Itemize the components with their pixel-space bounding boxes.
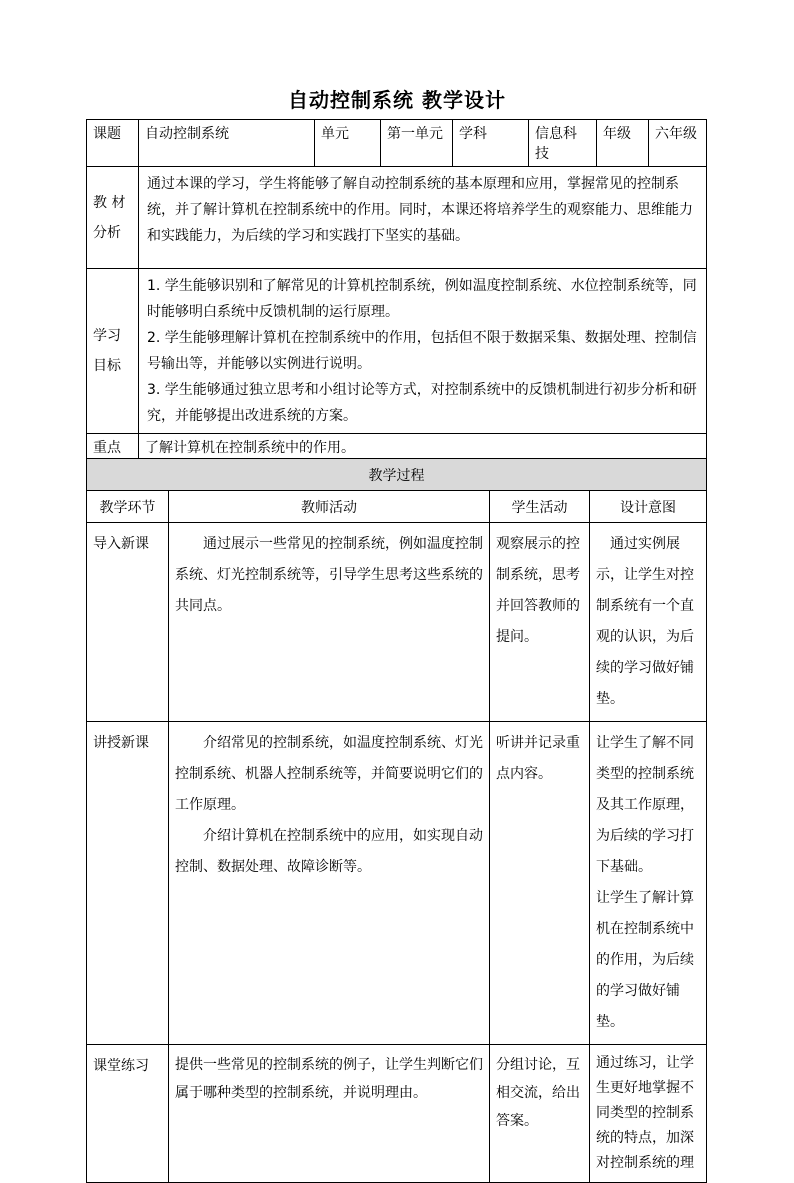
stage-label: 导入新课 <box>87 523 169 722</box>
unit-label: 单元 <box>315 120 381 167</box>
lesson-info-table <box>86 119 707 488</box>
student-activity: 分组讨论，互相交流，给出答案。 <box>490 1045 590 1183</box>
process-heading-row <box>87 459 707 491</box>
design-intent <box>590 1045 707 1183</box>
goals-label: 学习 目标 <box>87 269 139 434</box>
design-intent <box>590 523 707 722</box>
process-row-intro <box>87 523 707 722</box>
subject-value: 信息科技 <box>529 120 597 167</box>
teacher-paragraph: 通过展示一些常见的控制系统，例如温度控制系统、灯光控制系统等，引导学生思考这些系统的共同点。 <box>175 536 483 614</box>
column-header: 教学环节 <box>87 491 169 523</box>
analysis-label: 教 材 分析 <box>87 167 139 269</box>
topic-value: 自动控制系统 <box>139 120 315 167</box>
key-point-label: 重点 <box>87 434 139 461</box>
teacher-paragraph: 介绍常见的控制系统，如温度控制系统、灯光控制系统、机器人控制系统等，并简要说明它们的工作原理。 <box>175 735 483 813</box>
intent-paragraph: 让学生了解不同类型的控制系统及其工作原理，为后续的学习打下基础。 <box>596 735 694 875</box>
stage-label: 讲授新课 <box>87 722 169 1045</box>
student-activity: 听讲并记录重点内容。 <box>490 722 590 1045</box>
stage-label: 课堂练习 <box>87 1045 169 1183</box>
analysis-text: 通过本课的学习，学生将能够了解自动控制系统的基本原理和应用，掌握常见的控制系统，并了解计算机在控制系统中的作用。同时，本课还将培养学生的观察能力、思维能力和实践能力，为后续的学习和实践打下坚实的基础。 <box>139 167 707 269</box>
topic-label: 课题 <box>87 120 139 167</box>
key-point-row <box>87 434 707 461</box>
intent-paragraph: 通过练习，让学生更好地掌握不同类型的控制系统的特点，加深对控制系统的理 <box>596 1055 694 1171</box>
process-heading: 教学过程 <box>87 459 707 491</box>
key-point-text: 了解计算机在控制系统中的作用。 <box>139 434 707 461</box>
analysis-row <box>87 167 707 269</box>
intent-paragraph: 通过实例展示，让学生对控制系统有一个直观的认识，为后续的学习做好铺垫。 <box>596 536 694 707</box>
teacher-activity <box>169 1045 490 1183</box>
grade-label: 年级 <box>597 120 649 167</box>
process-row-new <box>87 722 707 1045</box>
teacher-paragraph: 提供一些常见的控制系统的例子，让学生判断它们属于哪种类型的控制系统，并说明理由。 <box>175 1057 483 1101</box>
intent-paragraph: 让学生了解计算机在控制系统中的作用，为后续的学习做好铺垫。 <box>596 890 694 1030</box>
column-header: 教师活动 <box>169 491 490 523</box>
goals-content <box>139 269 707 434</box>
header-row <box>87 120 707 167</box>
teacher-activity <box>169 722 490 1045</box>
column-header: 设计意图 <box>590 491 707 523</box>
goal-item: 3. 学生能够通过独立思考和小组讨论等方式，对控制系统中的反馈机制进行初步分析和研究，并能够提出改进系统的方案。 <box>147 382 697 424</box>
process-row-practice <box>87 1045 707 1183</box>
column-header: 学生活动 <box>490 491 590 523</box>
grade-value: 六年级 <box>649 120 707 167</box>
student-activity: 观察展示的控制系统，思考并回答教师的提问。 <box>490 523 590 722</box>
unit-value: 第一单元 <box>381 120 453 167</box>
goals-row <box>87 269 707 434</box>
goal-item: 1. 学生能够识别和了解常见的计算机控制系统，例如温度控制系统、水位控制系统等，同时能够明白系统中反馈机制的运行原理。 <box>147 278 697 320</box>
teacher-paragraph: 介绍计算机在控制系统中的应用，如实现自动控制、数据处理、故障诊断等。 <box>175 828 483 875</box>
goal-item: 2. 学生能够理解计算机在控制系统中的作用，包括但不限于数据采集、数据处理、控制信号输出等，并能够以实例进行说明。 <box>147 330 697 372</box>
design-intent <box>590 722 707 1045</box>
teacher-activity <box>169 523 490 722</box>
document-title: 自动控制系统 教学设计 <box>288 88 506 112</box>
subject-label: 学科 <box>453 120 529 167</box>
teaching-process-table <box>86 458 707 1183</box>
process-columns-row <box>87 491 707 523</box>
